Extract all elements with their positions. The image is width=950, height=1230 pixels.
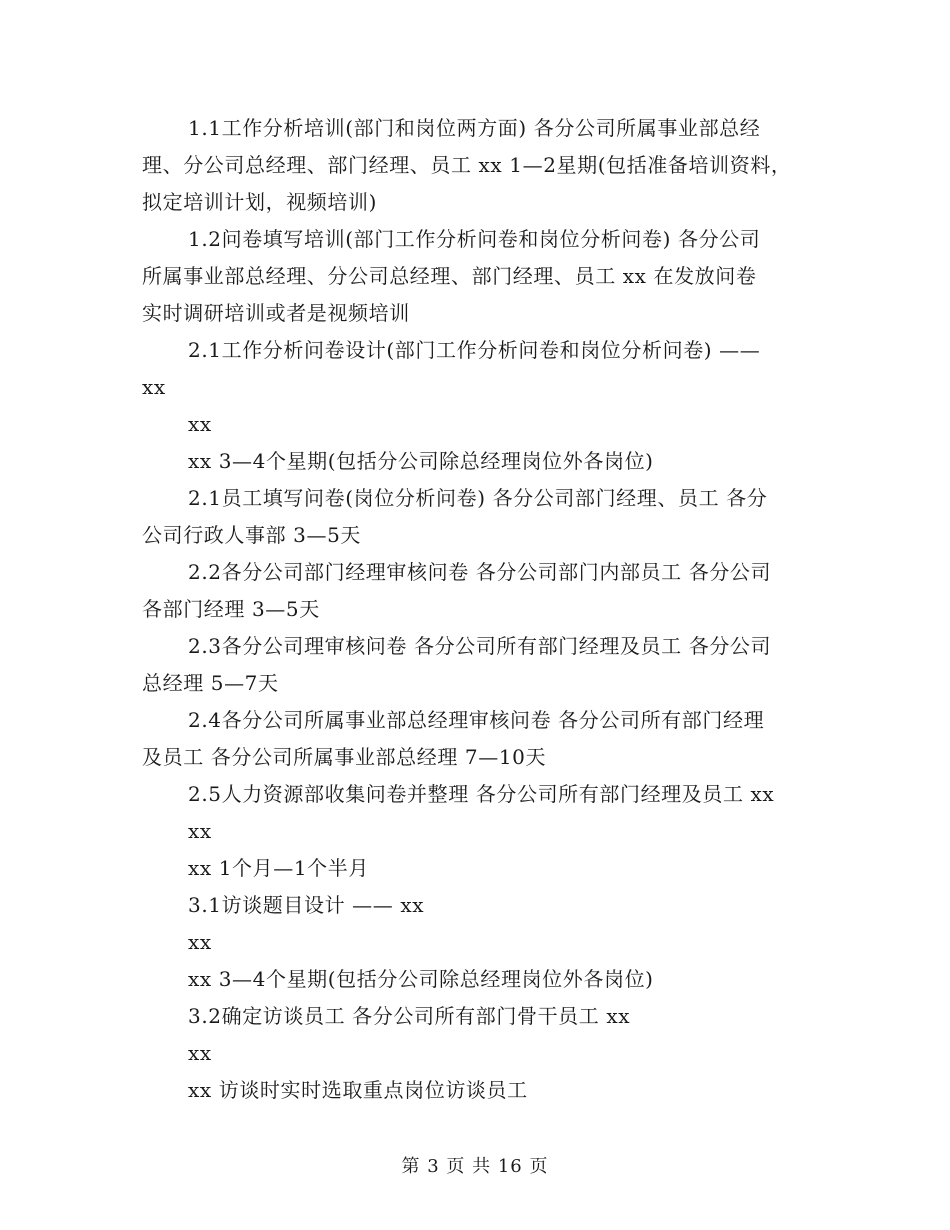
- text-line: 理、分公司总经理、部门经理、员工 xx 1—2星期(包括准备培训资料，: [142, 153, 792, 177]
- document-body: [142, 110, 822, 1109]
- text-line: 各部门经理 3—5天: [142, 597, 320, 621]
- text-line: 公司行政人事部 3—5天: [142, 523, 362, 547]
- text-line: xx: [188, 930, 212, 954]
- text-line: 实时调研培训或者是视频培训: [142, 301, 410, 325]
- text-line: xx: [188, 819, 212, 843]
- text-line: 2.3各分公司理审核问卷 各分公司所有部门经理及员工 各分公司: [188, 634, 772, 658]
- text-line: 3.2确定访谈员工 各分公司所有部门骨干员工 xx: [188, 1004, 631, 1028]
- text-line: 1.2问卷填写培训(部门工作分析问卷和岗位分析问卷) 各分公司: [188, 227, 761, 251]
- text-line: xx 3—4个星期(包括分公司除总经理岗位外各岗位): [188, 449, 654, 473]
- text-line: xx 访谈时实时选取重点岗位访谈员工: [188, 1078, 528, 1102]
- text-line: xx 1个月—1个半月: [188, 856, 369, 880]
- text-line: 所属事业部总经理、分公司总经理、部门经理、员工 xx 在发放问卷: [142, 264, 757, 288]
- text-line: 及员工 各分公司所属事业部总经理 7—10天: [142, 745, 547, 769]
- text-line: 2.1工作分析问卷设计(部门工作分析问卷和岗位分析问卷) ——: [188, 338, 761, 362]
- text-line: 2.2各分公司部门经理审核问卷 各分公司部门内部员工 各分公司: [188, 560, 772, 584]
- text-line: 2.1员工填写问卷(岗位分析问卷) 各分公司部门经理、员工 各分: [188, 486, 768, 510]
- text-line: 总经理 5—7天: [142, 671, 279, 695]
- text-line: 1.1工作分析培训(部门和岗位两方面) 各分公司所属事业部总经: [188, 116, 761, 140]
- text-line: 2.4各分公司所属事业部总经理审核问卷 各分公司所有部门经理: [188, 708, 765, 732]
- page-footer: 第 3 页 共 16 页: [401, 1156, 549, 1177]
- text-line: 拟定培训计划，视频培训): [142, 190, 378, 214]
- text-line: xx: [188, 1041, 212, 1065]
- text-line: 2.5人力资源部收集问卷并整理 各分公司所有部门经理及员工 xx: [188, 782, 775, 806]
- text-line: xx 3—4个星期(包括分公司除总经理岗位外各岗位): [188, 967, 654, 991]
- text-line: xx: [188, 412, 212, 436]
- text-line: 3.1访谈题目设计 —— xx: [188, 893, 425, 917]
- text-line: xx: [142, 375, 166, 399]
